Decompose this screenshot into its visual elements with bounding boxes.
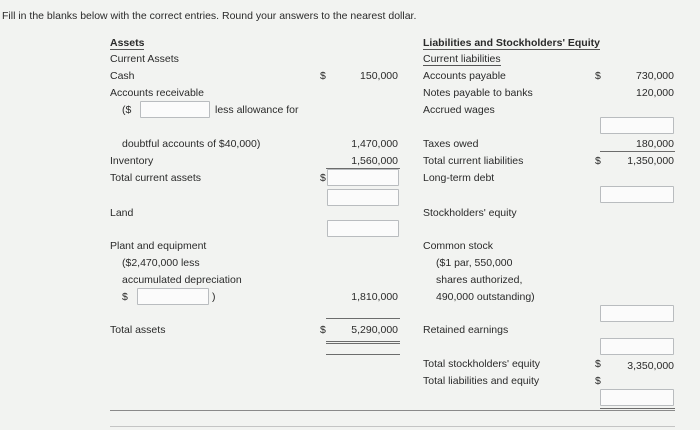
total-equity-label: Total stockholders' equity <box>423 358 540 370</box>
land-input[interactable] <box>327 220 399 237</box>
ar-paren-open: ($ <box>122 104 132 116</box>
inventory-label: Inventory <box>110 155 154 167</box>
long-term-debt-input[interactable] <box>600 186 674 203</box>
accrued-wages-input[interactable] <box>600 117 674 134</box>
accrued-wages-label: Accrued wages <box>423 104 495 116</box>
total-current-assets-currency: $ <box>320 172 326 184</box>
taxes-owed-value: 180,000 <box>636 138 674 150</box>
common-stock-line4: 490,000 outstanding) <box>436 291 535 303</box>
common-stock-line2: ($1 par, 550,000 <box>436 257 513 269</box>
accounts-payable-currency: $ <box>595 70 601 82</box>
long-term-debt-label: Long-term debt <box>423 172 495 184</box>
total-current-assets-input[interactable] <box>327 169 399 186</box>
land-label: Land <box>110 207 134 219</box>
total-current-liabilities-currency: $ <box>595 155 601 167</box>
ar-less-allowance: less allowance for <box>215 104 299 116</box>
total-assets-value: 5,290,000 <box>351 324 398 336</box>
accounts-payable-value: 730,000 <box>636 70 674 82</box>
total-current-liabilities-label: Total current liabilities <box>423 155 524 167</box>
plant-paren-close: ) <box>212 291 216 303</box>
plant-line3: accumulated depreciation <box>122 274 242 286</box>
stockholders-equity-heading: Stockholders' equity <box>423 207 517 219</box>
total-assets-currency: $ <box>320 324 326 336</box>
total-liab-equity-label: Total liabilities and equity <box>423 375 540 387</box>
common-stock-line3: shares authorized, <box>436 274 523 286</box>
bottom-rule-secondary <box>110 426 675 427</box>
total-assets-label: Total assets <box>110 324 166 336</box>
instructions: Fill in the blanks below with the correct entries. Round your answers to the nearest dollar. <box>2 10 417 22</box>
notes-payable-value: 120,000 <box>636 87 674 99</box>
plant-currency: $ <box>122 291 128 303</box>
current-liabilities-label: Current liabilities <box>423 53 501 65</box>
notes-payable-label: Notes payable to banks <box>423 87 533 99</box>
retained-earnings-input[interactable] <box>600 338 674 355</box>
cash-label: Cash <box>110 70 135 82</box>
total-current-assets-label: Total current assets <box>110 172 202 184</box>
liabilities-heading: Liabilities and Stockholders' Equity <box>423 37 600 49</box>
ar-doubtful: doubtful accounts of $40,000) <box>122 138 261 150</box>
retained-earnings-label: Retained earnings <box>423 324 509 336</box>
inventory-value: 1,560,000 <box>351 155 398 167</box>
current-assets-label: Current Assets <box>110 53 179 65</box>
total-equity-value: 3,350,000 <box>627 360 674 372</box>
taxes-owed-label: Taxes owed <box>423 138 479 150</box>
ar-label: Accounts receivable <box>110 87 204 99</box>
accounts-payable-label: Accounts payable <box>423 70 506 82</box>
common-stock-line1: Common stock <box>423 240 494 252</box>
plant-line1: Plant and equipment <box>110 240 207 252</box>
plant-line2: ($2,470,000 less <box>122 257 200 269</box>
total-current-liabilities-value: 1,350,000 <box>627 155 674 167</box>
total-liab-equity-currency: $ <box>595 375 601 387</box>
plant-value: 1,810,000 <box>351 291 398 303</box>
total-equity-currency: $ <box>595 358 601 370</box>
accumulated-depreciation-input[interactable] <box>137 288 209 305</box>
total-assets-double-underline <box>326 341 400 344</box>
blank-input-a[interactable] <box>327 189 399 206</box>
bottom-rule <box>110 410 675 411</box>
ar-gross-input[interactable] <box>140 101 210 118</box>
plant-underline <box>326 318 400 319</box>
total-liab-equity-input[interactable] <box>600 389 674 406</box>
cash-currency: $ <box>320 70 326 82</box>
common-stock-input[interactable] <box>600 305 674 322</box>
taxes-owed-underline <box>600 151 675 152</box>
cash-value: 150,000 <box>360 70 398 82</box>
assets-heading: Assets <box>110 37 145 49</box>
ar-value: 1,470,000 <box>351 138 398 150</box>
total-assets-rule <box>326 354 400 355</box>
